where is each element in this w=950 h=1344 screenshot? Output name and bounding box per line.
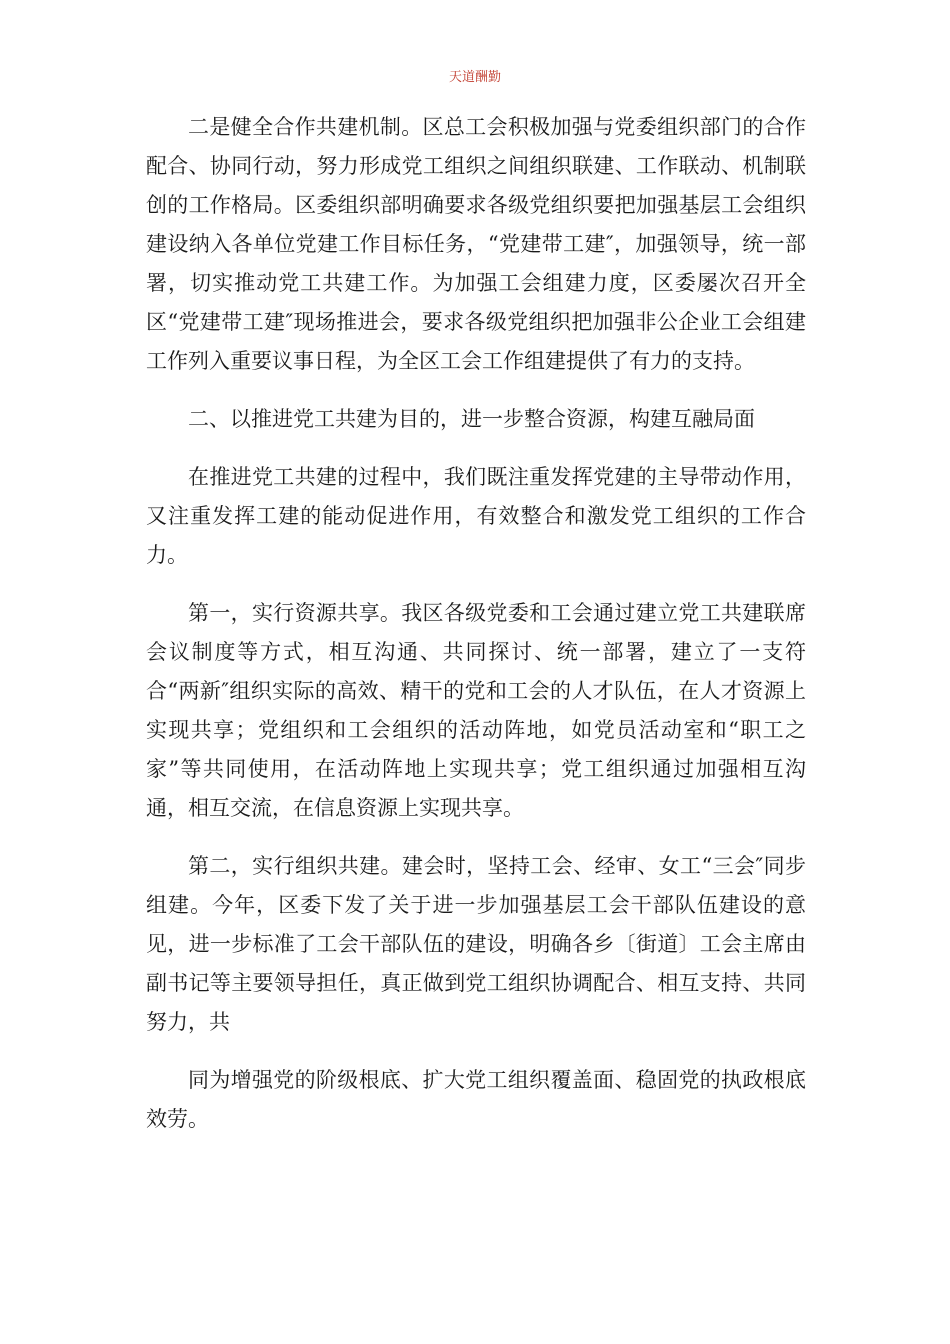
paragraph-cooperation-mechanism: 二是健全合作共建机制。区总工会积极加强与党委组织部门的合作配合、协同行动，努力形成党工组织之间组织联建、工作联动、机制联创的工作格局。区委组织部明确要求各级党组织要把加强基层工会组织建设纳入各单位党建工作目标任务，“党建带工建″，加强领导，统一部署，切实推动党工共建工作。为加强工会组建力度，区委屡次召开全区“党建带工建″现场推进会，要求各级党组织把加强非公企业工会组建工作列入重要议事日程，为全区工会工作组建提供了有力的支持。	[146, 115, 806, 373]
document-body	[146, 108, 806, 1158]
paragraph-conclusion: 同为增强党的阶级根底、扩大党工组织覆盖面、稳固党的执政根底效劳。	[146, 1068, 806, 1131]
paragraph-intro: 在推进党工共建的过程中，我们既注重发挥党建的主导带动作用，又注重发挥工建的能动促进作用，有效整合和激发党工组织的工作合力。	[146, 465, 806, 567]
page-header: 天道酬勤	[448, 70, 501, 85]
paragraph-resource-sharing: 第一，实行资源共享。我区各级党委和工会通过建立党工共建联席会议制度等方式，相互沟通、共同探讨、统一部署，建立了一支符合“两新″组织实际的高效、精干的党和工会的人才队伍，在人才资源上实现共享；党组织和工会组织的活动阵地，如党员活动室和“职工之家”等共同使用，在活动阵地上实现共享；党工组织通过加强相互沟通，相互交流，在信息资源上实现共享。	[146, 601, 806, 820]
paragraph-organization-building: 第二，实行组织共建。建会时，坚持工会、经审、女工“三会″同步组建。今年，区委下发了关于进一步加强基层工会干部队伍建设的意见，进一步标准了工会干部队伍的建设，明确各乡〔街道〕工会主席由副书记等主要领导担任，真正做到党工组织协调配合、相互支持、共同努力，共	[146, 854, 806, 1034]
section-heading-2: 二、以推进党工共建为目的，进一步整合资源，构建互融局面	[188, 407, 755, 431]
